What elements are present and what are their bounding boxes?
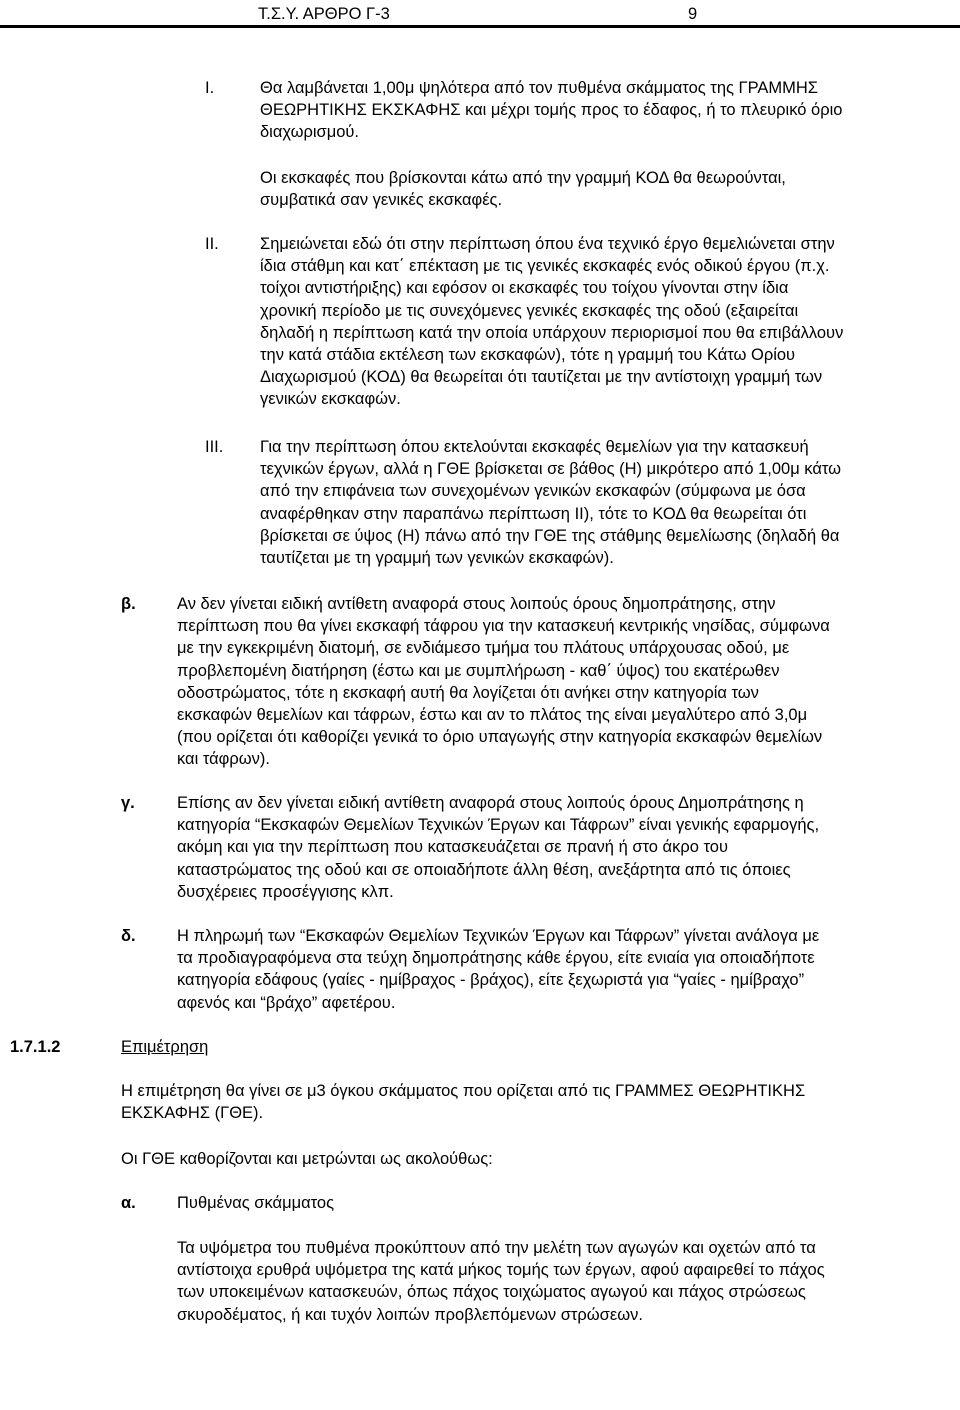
text-line: Διαχωρισμού (ΚΟΔ) θα θεωρείται ότι ταυτίζεται με την αντίστοιχη γραμμή των	[260, 368, 823, 387]
page-number: 9	[688, 5, 698, 23]
text-line: την κατά στάδια εκτέλεση των εκσκαφών), τότε η γραμμή του Κάτω Ορίου	[260, 346, 796, 365]
item-i-note	[260, 167, 786, 211]
text-line: κατηγορία εδάφους (γαίες - ημίβραχος - βράχος), είτε ξεχωριστά για “γαίες - ημίβραχο”	[177, 971, 805, 990]
text-line: Η πληρωμή των “Εκσκαφών Θεμελίων Τεχνικών Έργων και Τάφρων” γίνεται ανάλογα με	[177, 927, 820, 945]
text-line: Σημειώνεται εδώ ότι στην περίπτωση όπου ένα τεχνικό έργο θεμελιώνεται στην	[260, 235, 835, 253]
section-intro	[121, 1080, 805, 1124]
text-line: Τα υψόμετρα του πυθμένα προκύπτουν από την μελέτη των αγωγών και οχετών από τα	[177, 1239, 816, 1257]
text-line: ΘΕΩΡΗΤΙΚΗΣ ΕΚΣΚΑΦΗΣ και μέχρι τομής προς το έδαφος, ή το πλευρικό όριο	[260, 101, 843, 120]
text-line: οδοστρώματος, τότε η εκσκαφή αυτή θα λογίζεται ότι ανήκει στην κατηγορία των	[177, 683, 759, 702]
page-header	[0, 0, 960, 30]
text-line: τεχνικών έργων, αλλά η ΓΘΕ βρίσκεται σε βάθος (Η) μικρότερο από 1,00μ κάτω	[260, 460, 842, 479]
text-line: Θα λαμβάνεται 1,00μ ψηλότερα από τον πυθμένα σκάμματος της ΓΡΑΜΜΗΣ	[260, 79, 819, 97]
text-line: κατηγορία “Εκσκαφών Θεμελίων Τεχνικών Έργων και Τάφρων” είναι γενικής εφαρμογής,	[177, 816, 820, 835]
text-line: εκσκαφών θεμελίων και τάφρων, έστω και αν το πλάτος της είναι μεγαλύτερο από 3,0μ	[177, 706, 808, 725]
text-line: ΕΚΣΚΑΦΗΣ (ΓΘΕ).	[121, 1104, 264, 1123]
text-line: Οι εκσκαφές που βρίσκονται κάτω από την γραμμή ΚΟΔ θα θεωρούνται,	[260, 169, 786, 187]
text-line: με την εγκεκριμένη διατομή, σε ενδιάμεσο τμήμα του πλάτους υπάρχουσας οδού, με	[177, 639, 790, 658]
text-line: περίπτωση που θα γίνει εκσκαφή τάφρου για την κατασκευή κεντρικής νησίδας, σύμφωνα	[177, 617, 830, 636]
text-line: των υποκειμένων κατασκευών, όπως πάχος τοιχώματος αγωγού και πάχος στρώσεως	[177, 1283, 806, 1302]
paragraph-label: δ.	[121, 927, 136, 945]
text-line: συμβατικά σαν γενικές εκσκαφές.	[260, 191, 503, 210]
text-line: αφενός και “βράχο” αφετέρου.	[177, 993, 396, 1012]
paragraph-delta-text	[177, 925, 819, 1014]
subsection-label: α.	[121, 1194, 136, 1212]
item-iii-text	[260, 436, 841, 569]
paragraph-label: β.	[121, 595, 136, 613]
text-line: αναφέρθηκαν στην παραπάνω περίπτωση ΙΙ), τότε το ΚΟΔ θα θεωρείται ότι	[260, 504, 807, 523]
item-numeral: III.	[205, 438, 224, 456]
text-line: σκυροδέματος, ή και τυχόν λοιπών προβλεπόμενων στρώσεων.	[177, 1305, 643, 1324]
text-line: (που ορίζεται ότι καθορίζει γενικά το όριο υπαγωγής στην κατηγορία εκσκαφών θεμελίων	[177, 728, 823, 747]
text-line: και τάφρων).	[177, 750, 270, 769]
text-line: Αν δεν γίνεται ειδική αντίθετη αναφορά στους λοιπούς όρους δημοπράτησης, στην	[177, 595, 776, 613]
text-line: προβλεπομένη διατήρηση (έστω και με συμπλήρωση - καθ΄ ύψος) του εκατέρωθεν	[177, 661, 780, 680]
text-line: τα προδιαγραφόμενα στα τεύχη δημοπράτησης κάθε έργου, είτε ενιαία για οποιαδήποτε	[177, 949, 815, 968]
subsection-alpha-text	[177, 1237, 825, 1326]
section-title: Επιμέτρηση	[121, 1038, 209, 1056]
text-line: διαχωρισμού.	[260, 123, 360, 142]
paragraph-label: γ.	[121, 794, 135, 812]
paragraph-beta-text	[177, 593, 830, 771]
section-number: 1.7.1.2	[10, 1038, 61, 1056]
definition-line: Οι ΓΘΕ καθορίζονται και μετρώνται ως ακολούθως:	[121, 1150, 493, 1168]
text-line: δηλαδή η περίπτωση κατά την οποία υπάρχουν περιορισμοί που θα επιβάλλουν	[260, 323, 844, 342]
text-line: αντίστοιχα ερυθρά υψόμετρα της κατά μήκος τομής των έργων, αφού αφαιρεθεί το πάχος	[177, 1261, 825, 1280]
item-numeral: II.	[205, 235, 219, 253]
item-i-text	[260, 77, 842, 144]
text-line: Επίσης αν δεν γίνεται ειδική αντίθετη αναφορά στους λοιπούς όρους Δημοπράτησης η	[177, 794, 804, 812]
text-line: από την επιφάνεια των συνεχομένων γενικών εκσκαφών (σύμφωνα με όσα	[260, 482, 806, 501]
item-ii-text	[260, 233, 843, 411]
text-line: βρίσκεται σε ύψος (Η) πάνω από την ΓΘΕ της στάθμης θεμελίωσης (δηλαδή θα	[260, 526, 840, 545]
text-line: τοίχοι αντιστήριξης) και εφόσον οι εκσκαφές του τοίχου γίνονται στην ίδια	[260, 279, 789, 298]
text-line: χρονική περίοδο με τις συνεχόμενες γενικές εκσκαφές της οδού (εξαιρείται	[260, 301, 799, 320]
text-line: δυσχέρειες προσέγγισης κλπ.	[177, 882, 394, 901]
text-line: Για την περίπτωση όπου εκτελούνται εκσκαφές θεμελίων για την κατασκευή	[260, 438, 809, 456]
subsection-title: Πυθμένας σκάμματος	[177, 1194, 335, 1212]
text-line: καταστρώματος της οδού και σε οποιαδήποτε άλλη θέση, ανεξάρτητα από τις όποιες	[177, 860, 791, 879]
text-line: Η επιμέτρηση θα γίνει σε μ3 όγκου σκάμματος που ορίζεται από τις ΓΡΑΜΜΕΣ ΘΕΩΡΗΤΙΚΗΣ	[121, 1082, 806, 1100]
text-line: ακόμη και για την περίπτωση που κατασκευάζεται σε πρανή ή στο άκρο του	[177, 838, 728, 857]
paragraph-gamma-text	[177, 792, 819, 903]
text-line: γενικών εκσκαφών.	[260, 390, 401, 409]
header-rule	[0, 25, 960, 28]
text-line: ταυτίζεται με τη γραμμή των γενικών εκσκαφών).	[260, 549, 614, 568]
item-numeral: I.	[205, 79, 215, 97]
header-title: Τ.Σ.Υ. ΑΡΘΡΟ Γ-3	[258, 5, 390, 23]
text-line: ίδια στάθμη και κατ΄ επέκταση με τις γενικές εκσκαφές ενός οδικού έργου (π.χ.	[260, 257, 830, 276]
